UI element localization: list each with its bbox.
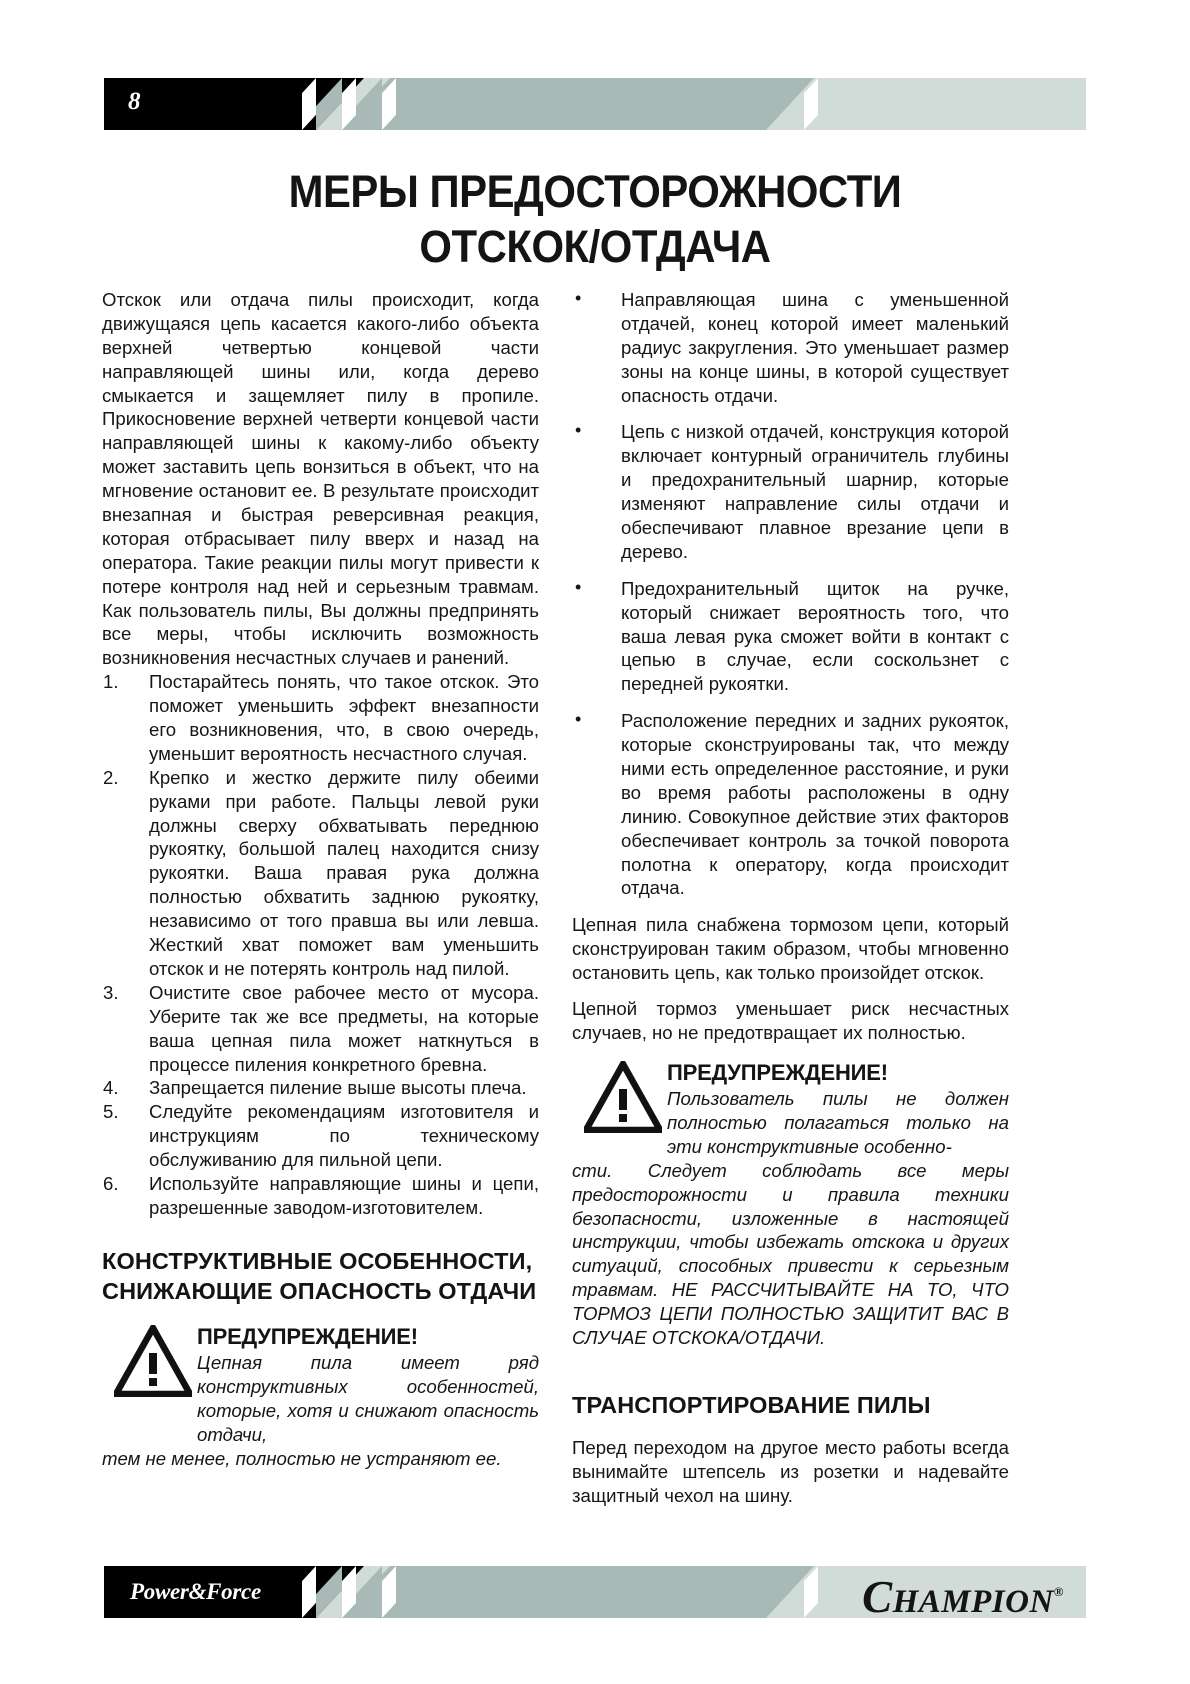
warning-triangle-icon <box>114 1325 192 1397</box>
warning-text-indented: Пользователь пилы не должен полностью полагаться только на эти конструктивные особенно- <box>667 1088 1009 1157</box>
warning-heading: ПРЕДУПРЕЖДЕНИЕ! <box>667 1059 888 1085</box>
list-item-text: Направляющая шина с уменьшенной отдачей, конец которой имеет маленький радиус закругления. Это уменьшает размер зоны на конце шины, в которой существует опасность отдачи. <box>621 289 1009 406</box>
list-item-number: 1. <box>103 671 119 693</box>
warning-triangle-icon <box>584 1061 662 1133</box>
list-item <box>572 577 1009 696</box>
page-header-band <box>104 78 1086 130</box>
bullet-icon: • <box>575 420 582 441</box>
right-column <box>572 288 1009 1508</box>
list-item-text: Расположение передних и задних рукояток, которые сконструированы так, что между ними есть определенное расстояние, и руки во время работы расположены в одну линию. Совокупное действие этих факторов обеспечивает контроль за точкой поворота полотна к оператору, когда происходит отдача. <box>621 710 1009 899</box>
warning-heading: ПРЕДУПРЕЖДЕНИЕ! <box>197 1323 418 1349</box>
list-item <box>102 766 539 981</box>
list-item-number: 2. <box>103 766 119 788</box>
page-title-line-1: МЕРЫ ПРЕДОСТОРОЖНОСТИ <box>288 166 902 217</box>
intro-paragraph: Отскок или отдача пилы происходит, когда движущаяся цепь касается какого-либо объекта верхней четвертью концевой части направляющей шины или, когда дерево смыкается и защемляет пилу в пропиле. Прикосновение верхней четверти концевой части направляющей шины к какому-либо объекту может заставить цепь вонзиться в объект, что на мгновение остановит ее. В результате происходит внезапная и быстрая реверсивная реакция, которая отбрасывает пилу вверх и назад на оператора. Такие реакции пилы могут привести к потере контроля над ней и серьезным травмам. Как пользователь пилы, Вы должны предпринять все меры, чтобы исключить возможность возникновения несчастных случаев и ранений. <box>102 289 539 669</box>
list-item <box>102 670 539 766</box>
list-item-text: Очистите свое рабочее место от мусора. Уберите так же все предметы, на которые ваша цепная пила может наткнуться в процессе пиления конкретного бревна. <box>149 981 539 1075</box>
header-mid-stripe <box>342 78 814 130</box>
footer-mid-stripe <box>342 1566 814 1618</box>
list-item <box>572 709 1009 900</box>
section-heading-design-features: КОНСТРУКТИВНЫЕ ОСОБЕННОСТИ, СНИЖАЮЩИЕ ОПАСНОСТЬ ОТДАЧИ <box>102 1247 537 1305</box>
warning-text-indented: Цепная пила имеет ряд конструктивных особенностей, которые, хотя и снижают опасность отдачи, <box>197 1352 539 1445</box>
section-heading-transport: ТРАНСПОРТИРОВАНИЕ ПИЛЫ <box>572 1391 931 1418</box>
list-item-text: Запрещается пиление выше высоты плеча. <box>149 1077 527 1099</box>
registered-trademark-icon: ® <box>1053 1584 1064 1599</box>
page-number: 8 <box>128 88 141 115</box>
champion-logo <box>862 1571 1064 1618</box>
warning-text-rest: сти. Следует соблюдать все меры предосторожности и правила техники безопасности, изложенные в настоящей инструкции, чтобы избежать отскока и других ситуаций, способных привести к серьезным травмам. НЕ РАССЧИТЫВАЙТЕ НА ТО, ЧТО ТОРМОЗ ЦЕПИ ПОЛНОСТЬЮ ЗАЩИТИТ ВАС В СЛУЧАЕ ОТСКОКА/ОТДАЧИ. <box>572 1159 1009 1348</box>
list-item-text: Цепь с низкой отдачей, конструкция которой включает контурный ограничитель глубины и предохранительный шарнир, которые изменяют направление силы отдачи и обеспечивают плавное врезание цепи в дерево. <box>621 421 1009 562</box>
transport-paragraph: Перед переходом на другое место работы всегда вынимайте штепсель из розетки и надевайте защитный чехол на шину. <box>572 1437 1009 1507</box>
design-features-bullet-list <box>572 288 1009 900</box>
list-item-text: Крепко и жестко держите пилу обеими руками при работе. Пальцы левой руки должны сверху обхватывать переднюю рукоятку, большой палец находится снизу рукоятки. Ваша правая рука должна полностью обхватить заднюю рукоятку, независимо от того правша вы или левша. Жесткий хват поможет вам уменьшить отскок и не потерять контроль над пилой. <box>149 766 539 979</box>
warning-text-rest: тем не менее, полностью не устраняют ее. <box>102 1447 502 1469</box>
page-title <box>138 165 1051 275</box>
precaution-numbered-list <box>102 670 539 1219</box>
page-footer-band <box>104 1566 1086 1618</box>
bullet-icon: • <box>575 576 582 597</box>
page-title-line-2: ОТСКОК/ОТДАЧА <box>419 220 771 272</box>
list-item-number: 4. <box>103 1077 119 1099</box>
champion-logo-initial: C <box>862 1572 893 1618</box>
bullet-icon: • <box>575 709 582 730</box>
list-item <box>572 420 1009 563</box>
list-item <box>102 981 539 1077</box>
list-item-text: Постарайтесь понять, что такое отскок. Это поможет уменьшить эффект внезапности его возникновения, что, в свою очередь, уменьшит вероятность несчастного случая. <box>149 671 539 764</box>
list-item-text: Используйте направляющие шины и цепи, разрешенные заводом-изготовителем. <box>149 1172 539 1218</box>
bullet-icon: • <box>575 288 582 308</box>
champion-logo-text: HAMPION <box>892 1584 1054 1618</box>
list-item-number: 3. <box>103 981 119 1003</box>
list-item-text: Следуйте рекомендациям изготовителя и инструкциям по техническому обслуживанию для пильной цепи. <box>149 1101 539 1171</box>
list-item-text: Предохранительный щиток на ручке, который снижает вероятность того, что ваша левая рука сможет войти в контакт с цепью в случае, если соскользнет с передней рукоятки. <box>621 577 1009 695</box>
chain-brake-risk-paragraph: Цепной тормоз уменьшает риск несчастных случаев, но не предотвращает их полностью. <box>572 998 1009 1043</box>
list-item <box>102 1076 539 1100</box>
left-column <box>102 288 539 1471</box>
list-item-number: 5. <box>103 1101 119 1123</box>
list-item-number: 6. <box>103 1172 119 1194</box>
warning-block-right <box>572 1059 1009 1350</box>
power-and-force-logo: Power&Force <box>130 1579 261 1604</box>
list-item <box>102 1100 539 1172</box>
list-item <box>102 1172 539 1220</box>
list-item <box>572 288 1009 407</box>
chain-brake-paragraph: Цепная пила снабжена тормозом цепи, который сконструирован таким образом, чтобы мгновенно остановить цепь, как только произойдет отскок. <box>572 914 1009 984</box>
warning-block-left <box>102 1323 539 1471</box>
